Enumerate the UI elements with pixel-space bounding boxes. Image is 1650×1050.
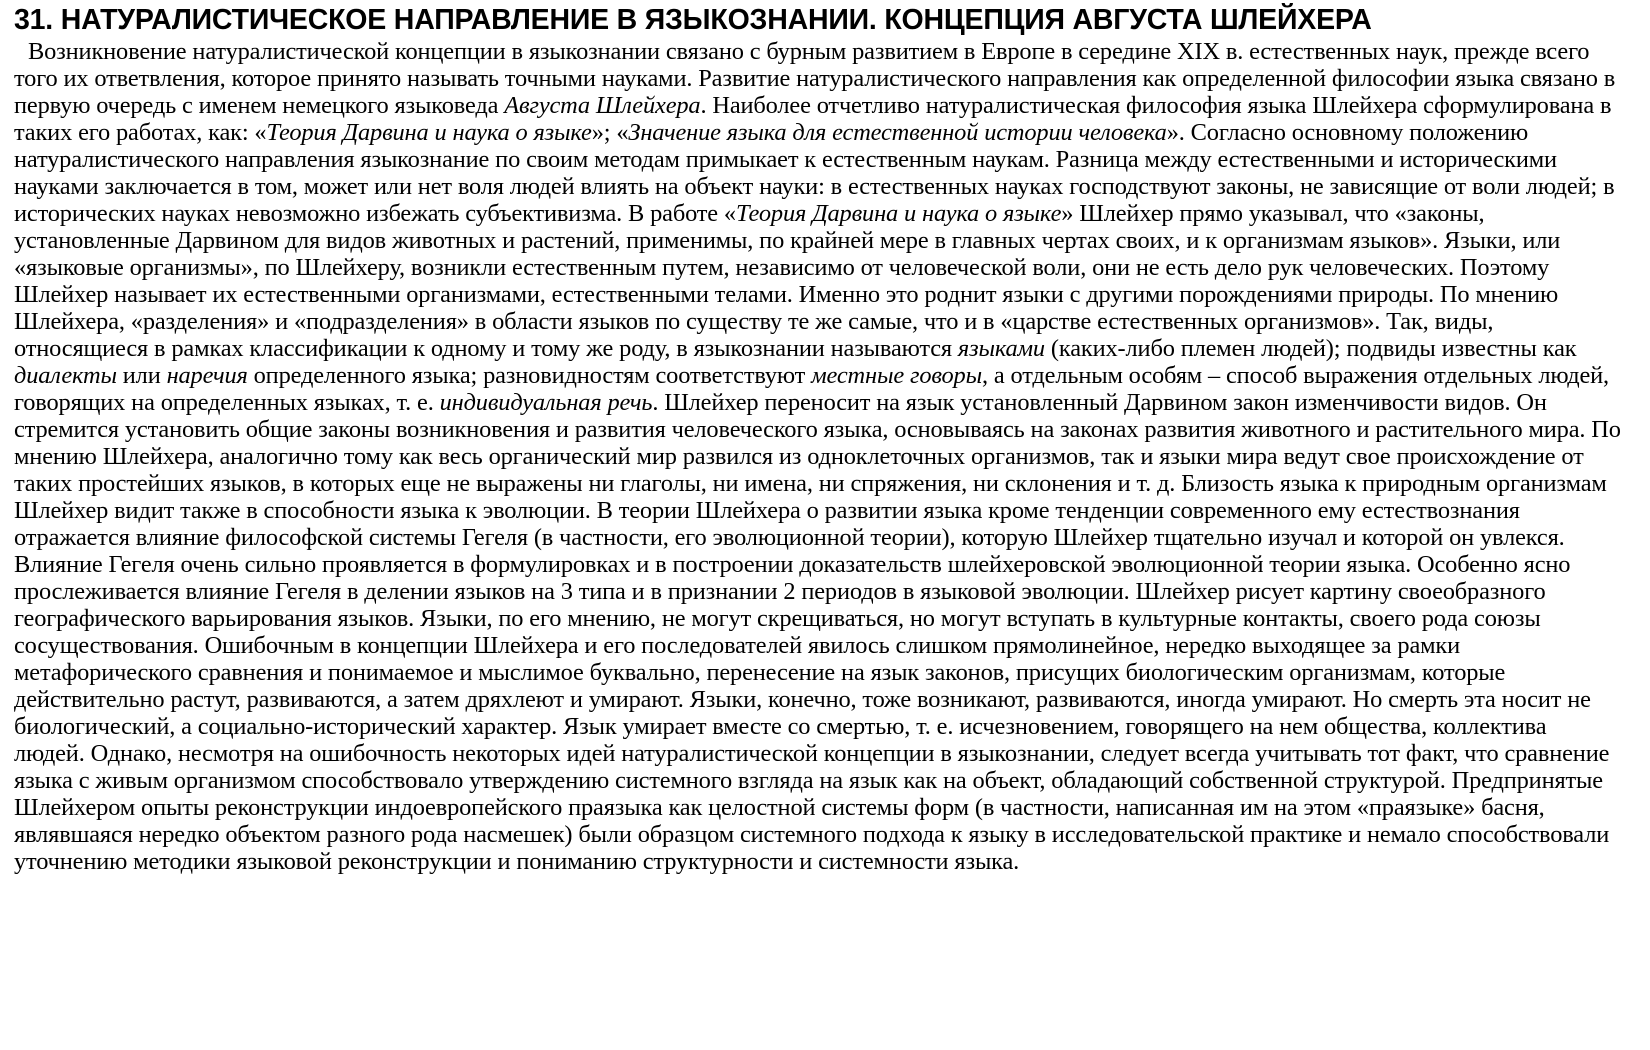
text-run: ». Согласно основному положению натуралистического направления языкознание по своим методам примыкает к естественным наукам. Разница между естественными и историческими науками заключается в том, может или нет воля людей влиять на объект науки: в естественных науках господствуют законы, не зависящие от воли людей; в исторических науках невозможно избежать субъективизма. В работе « <box>14 119 1615 227</box>
text-run-italic: Теория Дарвина и наука о языке <box>266 119 592 146</box>
text-run-italic: местные говоры <box>811 362 982 389</box>
text-run: Возникновение натуралистической концепции в языкознании связано с бурным развитием в Европе в середине XIX в. естественных наук, прежде всего того их ответвления, которое принято называть точными науками. Развитие натуралистического направления как определенной философии языка связано в первую очередь с именем немецкого языковеда <box>14 38 1616 119</box>
text-run: . Шлейхер переносит на язык установленный Дарвином закон изменчивости видов. Он стремится установить общие законы возникновения и развития человеческого языка, основываясь на законах развития животного и растительного мира. По мнению Шлейхера, аналогично тому как весь органический мир развился из одноклеточных организмов, так и языки мира ведут свое происхождение от таких простейших языков, в которых еще не выражены ни глаголы, ни имена, ни спряжения, ни склонения и т. д. Близость языка к природным организмам Шлейхер видит также в способности языка к эволюции. В теории Шлейхера о развитии языка кроме тенденции современного ему естествознания отражается влияние философской системы Гегеля (в частности, его эволюционной теории), которую Шлейхер тщательно изучал и которой он увлекся. Влияние Гегеля очень сильно проявляется в формулировках и в построении доказательств шлейхеровской эволюционной теории языка. Особенно ясно прослеживается влияние Гегеля в делении языков на 3 типа и в признании 2 периодов в языковой эволюции. Шлейхер рисует картину своеобразного географического варьирования языков. Языки, по его мнению, не могут скрещиваться, но могут вступать в культурные контакты, своего рода союзы сосуществования. Ошибочным в концепции Шлейхера и его последователей явилось слишком прямолинейное, нередко выходящее за рамки метафорического сравнения и понимаемое и мыслимое буквально, перенесение на язык законов, присущих биологическим организмам, которые действительно растут, развиваются, а затем дряхлеют и умирают. Языки, конечно, тоже возникают, развиваются, иногда умирают. Но смерть эта носит не биологический, а социально-исторический характер. Язык умирает вместе со смертью, т. е. исчезновением, говорящего на нем общества, коллектива людей. Однако, несмотря на ошибочность некоторых идей натуралистической концепции в языкознании, следует всегда учитывать тот факт, что сравнение языка с живым организмом способствовало утверждению системного взгляда на язык как на объект, обладающий собственной структурой. Предпринятые Шлейхером опыты реконструкции индоевропейского праязыка как целостной системы форм (в частности, написанная им на этом «праязыке» басня, являвшаяся нередко объектом разного рода насмешек) были образцом системного подхода к языку в исследовательской практике и немало способствовали уточнению методики языковой реконструкции и пониманию структурности и системности языка. <box>14 389 1621 875</box>
text-run: или <box>116 362 167 389</box>
text-run-italic: индивидуальная речь <box>439 389 653 416</box>
text-run: , а отдельным особям – способ выражения отдельных людей, говорящих на определенных языках, т. е. <box>14 362 1609 416</box>
text-run: определенного языка; разновидностям соответствуют <box>247 362 812 389</box>
text-run-italic: Значение языка для естественной истории человека <box>628 119 1167 146</box>
text-run: » Шлейхер прямо указывал, что «законы, установленные Дарвином для видов животных и растений, применимы, по крайней мере в главных чертах своих, и к организмам языков». Языки, или «языковые организмы», по Шлейхеру, возникли естественным путем, независимо от человеческой воли, они не есть дело рук человеческих. Поэтому Шлейхер называет их естественными организмами, естественными телами. Именно это роднит языки с другими порождениями природы. По мнению Шлейхера, «разделения» и «подразделения» в области языков по существу те же самые, что и в «царстве естественных организмов». Так, виды, относящиеся в рамках классификации к одному и тому же роду, в языкознании называются <box>14 200 1561 362</box>
text-run-italic: Теория Дарвина и наука о языке <box>735 200 1062 227</box>
text-run: . Наиболее отчетливо натуралистическая философия языка Шлейхера сформулирована в таких его работах, как: « <box>14 92 1612 146</box>
text-run: (каких-либо племен людей); подвиды известны как <box>1044 335 1577 362</box>
document-title: 31. НАТУРАЛИСТИЧЕСКОЕ НАПРАВЛЕНИЕ В ЯЗЫКОЗНАНИИ. КОНЦЕПЦИЯ АВГУСТА ШЛЕЙХЕРА <box>14 4 1372 36</box>
text-run-italic: языками <box>957 335 1045 362</box>
text-run-italic: наречия <box>166 362 248 389</box>
text-run-italic: диалекты <box>14 362 117 389</box>
text-run-italic: Августа Шлейхера <box>504 92 701 119</box>
text-run: »; « <box>591 119 629 146</box>
body-paragraph <box>14 38 1622 875</box>
